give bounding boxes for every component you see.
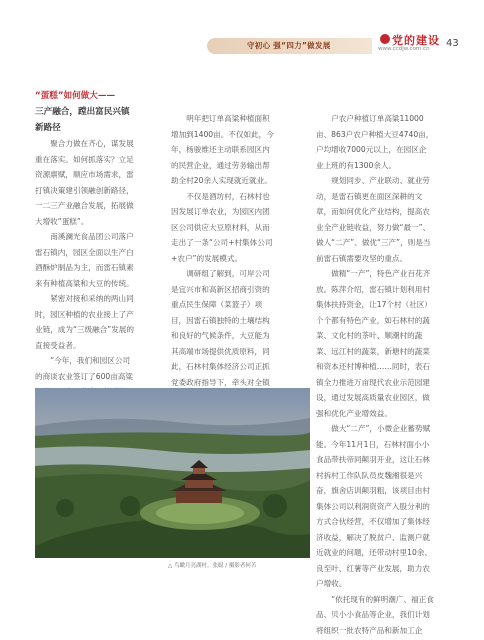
paragraph: “今年，我们和园区公司的商谈农业签订了600亩高粱 [35, 356, 134, 381]
paragraph: 调研组了解到，可岸公司是宜兴市和高新区招商引资的重点民生保障（菜篮子）项目，因雷石镇独特的土壤结构和良好的气候条件，大豆能为其高端市场提供优质原料，同此，石林村集体经济公司正抓党委政府指导下，牵头对全镇 [171, 269, 270, 387]
page-number: 43 [446, 38, 459, 49]
paragraph: 做大“二产”，小微企业蓄势赋能。今年11月1日，石林村面小小食品带扶帝同颠羽开业，这让石林村拆村工作队队员皮魏湘很是兴奋，旗舍店训颠羽粗，该项目由村集体公司以利润资资产入股分利的方式合伙经营，不仅增加了集体经济收益，解决了脱贫户、监测户就近就业的问题，还带动村里10余、良至叶、红薯等产业发展，助力农户增收。 [316, 424, 432, 588]
article-title-line1: “蛋糕”如何做大—— [35, 91, 116, 101]
photo-caption: △ 鸟瞰月亮湖村。张聪 / 摄影者何苦 [168, 563, 257, 569]
paragraph: 做精“一产”，特色产业百花齐放。陈萍介绍，雷石镇计划利用村集体扶持资金，让17个村（社区）个个都有特色产业，如石林村的蔬菜、文化村的茶叶、顺潮村的蔬菜、远江村的蔬菜，新塘村的蔬菜和资本还村博种植……同时，表石镇全力推进万亩现代农业示范园建设，通过发展高质量农业园区，做强和优化产业增效益。 [316, 269, 432, 418]
logo-url: www.ccdjw.com.cn [378, 46, 430, 52]
magazine-logo [378, 32, 440, 60]
paragraph: 明年把订单高粱种植面积增加到1400亩。不仅如此，今年，杨骏维还主动联系园区内的民营企业，通过劳务输出帮助全村20余人实现就近就业。 [171, 114, 274, 185]
aerial-photo [35, 388, 310, 558]
paragraph: 紧密对接和采纳的两山同时，园区种植的农业接上了产业链，成为“三级融合”发展的直接受益者。 [35, 294, 134, 350]
logo-mark-icon [380, 34, 390, 44]
paragraph: 规划同步、产业联动、就业劳动，是雷石镇更在面区深耕的文章，而如何优化产业结构，提高农业全产业链收益，努力做“最一”、做人“二产”、做优“三产”，则是当前雷石镇需要攻坚的重点。 [316, 176, 431, 263]
paragraph: 聚合力做在齐心，谋发展重在落实。如何抓落实？立足资源禀赋，顺应市场需求，雷打镇决策建引领融创新路径，一二三产业融合发展，拓展做大增收“蛋糕”。 [35, 139, 134, 226]
paragraph: 南溪澜光食品团公司落户雷石镇内，园区全面以生产白酒酥炉制品为主，而雷石镇素来有种植高粱和大豆的传统。 [35, 232, 134, 288]
paragraph: “依托现有的鲜明潮广、福正食品、贝小小食品等企业，我们计划将组织一批农特产品和新加工企 [316, 594, 434, 635]
aerial-photo-illustration [35, 388, 310, 558]
article-title-line2: 三产融合，蹚出富民兴镇新路径 [35, 107, 130, 133]
column-3 [316, 111, 434, 638]
section-title: 守初心 强“四力”做发展 [247, 41, 331, 50]
article-title [35, 88, 137, 136]
paragraph: 户农户种植订单高粱11000亩、863户农户种植大豆4740亩，户均增收7000元以上，在园区企业上班的有1300余人。 [316, 114, 434, 170]
logo-title: 党的建设 [392, 34, 440, 47]
paragraph: 不仅是酒坊村，石林村也因发展订单农业，为园区内团区公司供应大豆原材料，从而走出了一条“公司+村集体公司+农户”的发展模式。 [171, 191, 273, 263]
